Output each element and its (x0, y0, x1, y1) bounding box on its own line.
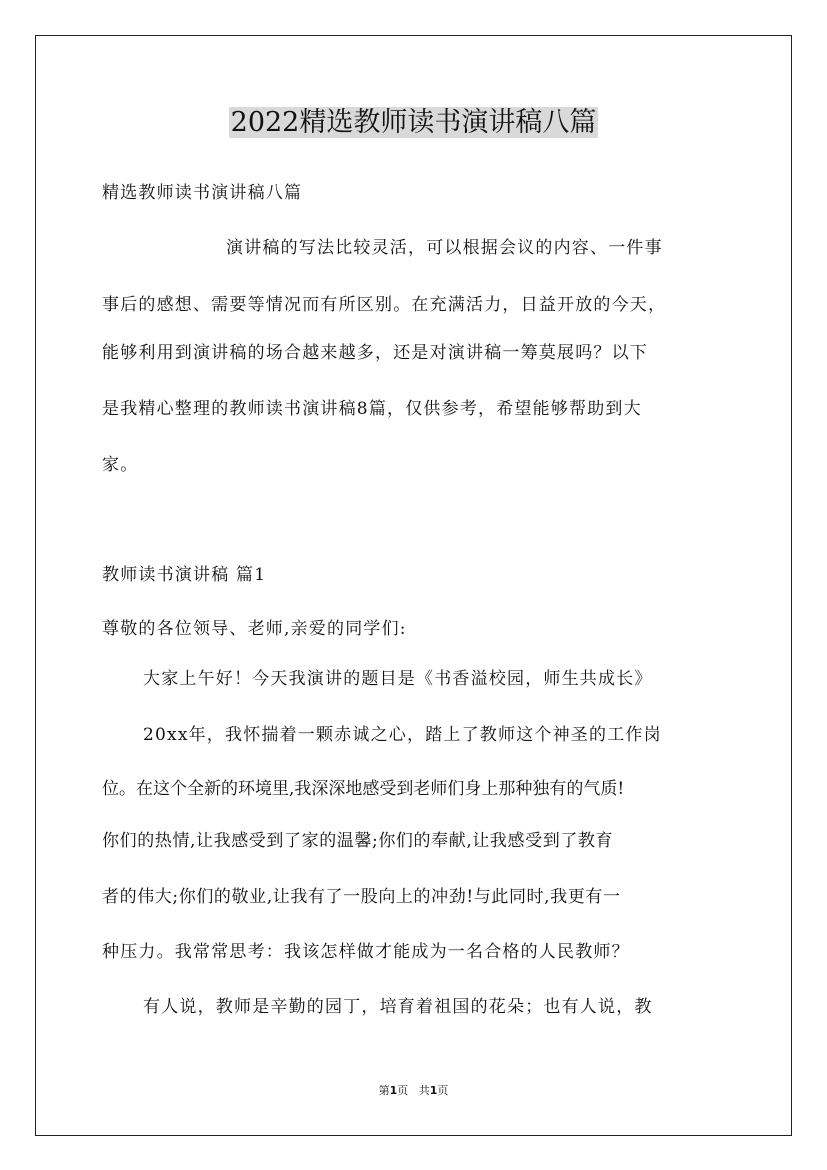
total-number: 1 (429, 1084, 438, 1097)
document-title-text: 2022精选教师读书演讲稿八篇 (230, 107, 597, 138)
body-line-5: 者的伟大;你们的敬业,让我有了一股向上的冲劲!与此同时,我更有一 (102, 887, 621, 907)
intro-line-3: 能够利用到演讲稿的场合越来越多，还是对演讲稿一筹莫展吗？以下 (102, 343, 648, 363)
body-line-4: 你们的热情,让我感受到了家的温馨;你们的奉献,让我感受到了教育 (102, 831, 614, 851)
intro-line-4: 是我精心整理的教师读书演讲稿8篇，仅供参考，希望能够帮助到大 (102, 399, 642, 419)
body-line-6: 种压力。我常常思考：我该怎样做才能成为一名合格的人民教师？ (102, 942, 630, 962)
page-suffix: 页 (397, 1084, 409, 1097)
body-line-2: 20xx年，我怀揣着一颗赤诚之心，踏上了教师这个神圣的工作岗 (143, 725, 662, 745)
total-suffix: 页 (437, 1084, 449, 1097)
section-heading: 教师读书演讲稿 篇1 (102, 565, 267, 585)
body-line-1: 大家上午好！今天我演讲的题目是《书香溢校园，师生共成长》 (143, 669, 653, 689)
intro-line-1: 演讲稿的写法比较灵活，可以根据会议的内容、一件事 (226, 238, 663, 258)
page-footer (0, 1083, 827, 1099)
document-title (0, 104, 827, 142)
intro-line-2: 事后的感想、需要等情况而有所区别。在充满活力，日益开放的今天， (102, 295, 667, 315)
page-number: 1 (389, 1084, 398, 1097)
body-line-3: 位。在这个全新的环境里,我深深地感受到老师们身上那种独有的气质! (102, 779, 625, 799)
document-subtitle: 精选教师读书演讲稿八篇 (102, 183, 303, 203)
total-prefix: 共 (418, 1084, 430, 1097)
intro-line-5: 家。 (102, 455, 139, 475)
body-line-7: 有人说，教师是辛勤的园丁，培育着祖国的花朵；也有人说，教 (143, 997, 653, 1017)
page-prefix: 第 (378, 1084, 390, 1097)
salutation: 尊敬的各位领导、老师,亲爱的同学们: (102, 619, 407, 639)
